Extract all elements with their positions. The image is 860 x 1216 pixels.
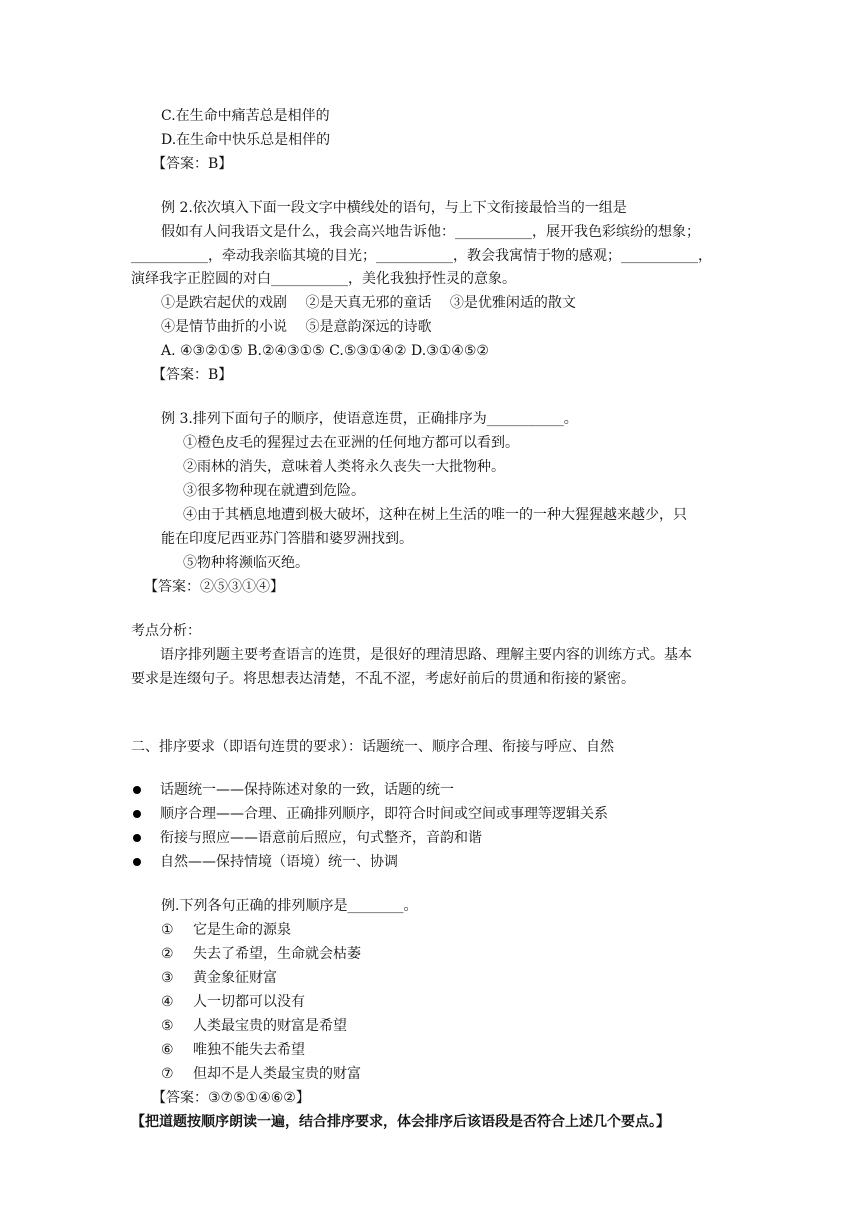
analysis-heading: 考点分析：	[131, 623, 201, 639]
example4-prompt: 例.下列各句正确的排列顺序是________。	[161, 898, 418, 914]
bullet-natural: 自然——保持情境（语境）统一、协调	[160, 854, 398, 870]
bullet-order: 顺序合理——合理、正确排列顺序，即符合时间或空间或事理等逻辑关系	[160, 806, 608, 822]
item-number: ④	[161, 994, 174, 1010]
example4-item-7: 但却不是人类最宝贵的财富	[193, 1066, 361, 1082]
bullet-dot	[133, 834, 141, 842]
example2-passage-line2: ___________，牵动我亲临其境的目光；___________，教会我寓情于物的感观；___________，	[131, 248, 712, 264]
item-number: ③	[161, 970, 174, 986]
bullet-topic-unity: 话题统一——保持陈述对象的一致，话题的统一	[160, 782, 454, 798]
item-number: ①	[161, 922, 174, 938]
bullet-dot	[133, 810, 141, 818]
example2-prompt: 例 2.依次填入下面一段文字中横线处的语句，与上下文衔接最恰当的一组是	[161, 200, 627, 216]
example3-sentence-5: ⑤物种将濒临灭绝。	[183, 555, 309, 571]
bullet-dot	[133, 858, 141, 866]
example4-item-3: 黄金象征财富	[193, 970, 277, 986]
example3-sentence-1: ①橙色皮毛的猩猩过去在亚洲的任何地方都可以看到。	[183, 435, 519, 451]
option-d: D.在生命中快乐总是相伴的	[161, 132, 331, 148]
bullet-dot	[133, 786, 141, 794]
example2-items-line2: ④是情节曲折的小说 ⑤是意韵深远的诗歌	[161, 319, 432, 335]
example3-prompt: 例 3.排列下面句子的顺序，使语意连贯，正确排序为___________。	[161, 411, 578, 427]
reading-note: 【把道题按顺序朗读一遍，结合排序要求，体会排序后该语段是否符合上述几个要点。】	[131, 1114, 670, 1130]
item-number: ②	[161, 946, 174, 962]
example4-item-6: 唯独不能失去希望	[193, 1042, 305, 1058]
example4-item-2: 失去了希望，生命就会枯萎	[193, 946, 361, 962]
example4-item-1: 它是生命的源泉	[193, 922, 291, 938]
item-number: ⑦	[161, 1066, 174, 1082]
answer-example2: 【答案：B】	[152, 367, 233, 383]
example2-items-line1: ①是跌宕起伏的戏剧 ②是天真无邪的童话 ③是优雅闲适的散文	[161, 295, 576, 311]
example3-sentence-3: ③很多物种现在就遭到危险。	[183, 483, 365, 499]
example2-passage-line3: 演绎我字正腔圆的对白___________，美化我独抒性灵的意象。	[131, 271, 516, 287]
example4-item-4: 人一切都可以没有	[193, 994, 305, 1010]
example2-choices: A. ④③②①⑤ B.②④③①⑤ C.⑤③①④② D.③①④⑤②	[161, 343, 489, 359]
option-c: C.在生命中痛苦总是相伴的	[161, 108, 330, 124]
example3-sentence-4a: ④由于其栖息地遭到极大破坏，这种在树上生活的唯一的一种大猩猩越来越少，只	[183, 507, 687, 523]
answer-example3: 【答案：②⑤③①④】	[144, 579, 284, 595]
example4-item-5: 人类最宝贵的财富是希望	[193, 1018, 347, 1034]
section2-heading: 二、排序要求（即语句连贯的要求）：话题统一、顺序合理、衔接与呼应、自然	[131, 739, 614, 755]
item-number: ⑥	[161, 1042, 174, 1058]
example3-sentence-2: ②雨林的消失，意味着人类将永久丧失一大批物种。	[183, 459, 505, 475]
analysis-body-line1: 语序排列题主要考查语言的连贯，是很好的理清思路、理解主要内容的训练方式。基本	[160, 647, 692, 663]
item-number: ⑤	[161, 1018, 174, 1034]
answer-example4: 【答案：③⑦⑤①④⑥②】	[152, 1090, 310, 1106]
example3-sentence-4b: 能在印度尼西亚苏门答腊和婆罗洲找到。	[161, 531, 413, 547]
answer-example1: 【答案：B】	[152, 156, 233, 172]
analysis-body-line2: 要求是连缀句子。将思想表达清楚，不乱不涩，考虑好前后的贯通和衔接的紧密。	[131, 671, 635, 687]
example2-passage-line1: 假如有人问我语文是什么，我会高兴地告诉他：___________，展开我色彩缤纷的想象；	[161, 224, 700, 240]
bullet-cohesion: 衔接与照应——语意前后照应，句式整齐，音韵和谐	[160, 830, 482, 846]
